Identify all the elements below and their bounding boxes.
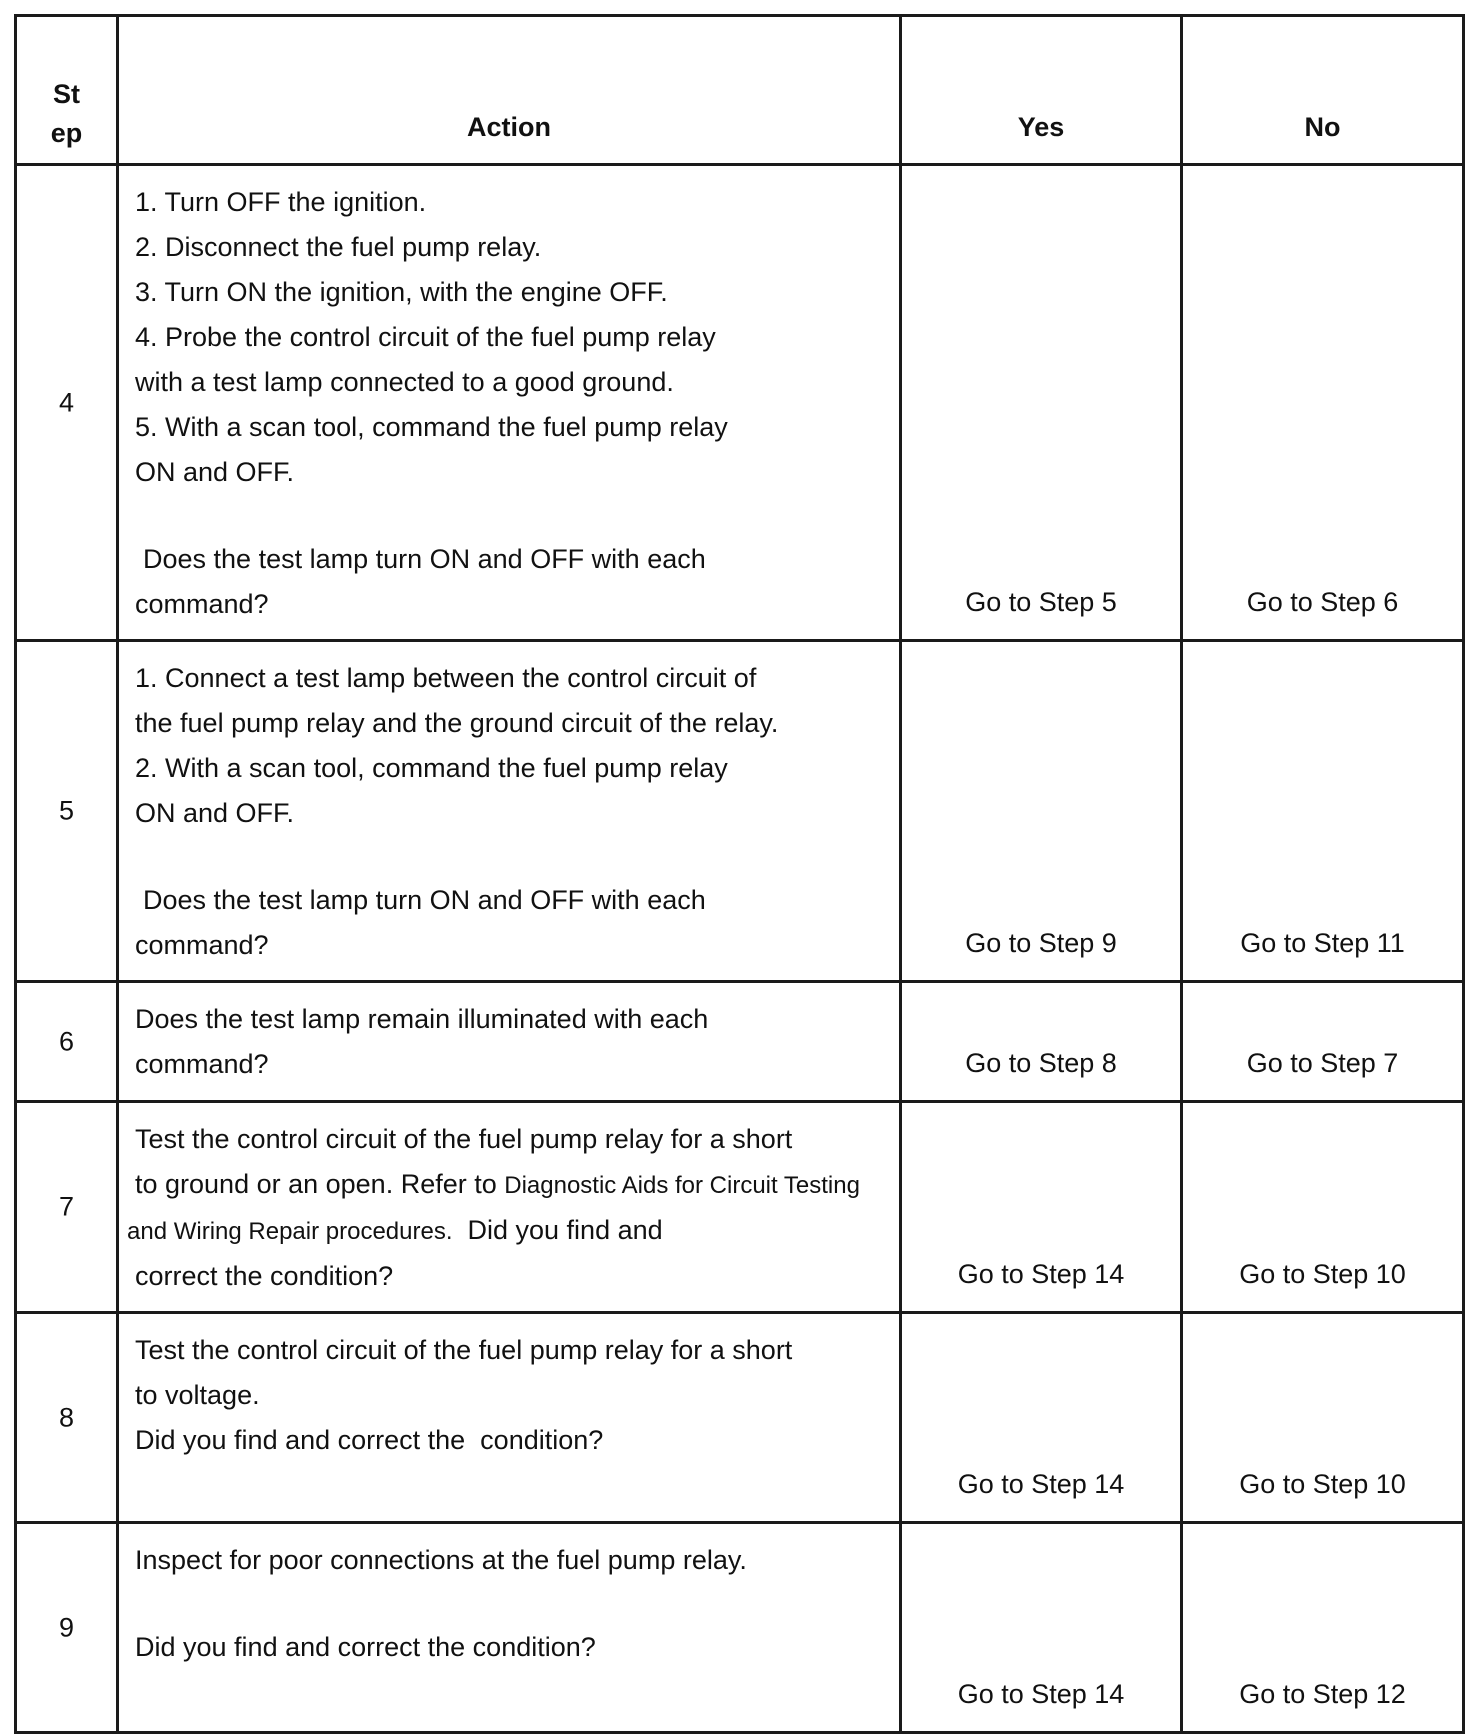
action-cell bbox=[118, 1313, 901, 1523]
yes-goto: Go to Step 9 bbox=[965, 928, 1117, 958]
table-row-step-7 bbox=[16, 1102, 1464, 1313]
step-cell bbox=[16, 1313, 118, 1523]
action-cell bbox=[118, 982, 901, 1102]
no-cell bbox=[1182, 165, 1464, 641]
reference-text: Diagnostic Aids for Circuit Testing bbox=[504, 1172, 860, 1199]
action-line: Inspect for poor connections at the fuel pump relay. bbox=[135, 1545, 747, 1575]
no-goto: Go to Step 10 bbox=[1239, 1469, 1406, 1499]
yes-goto: Go to Step 14 bbox=[957, 1469, 1125, 1499]
step-number: 7 bbox=[58, 1191, 75, 1222]
yes-cell bbox=[901, 982, 1182, 1102]
action-cell bbox=[118, 1523, 901, 1733]
header-action-label: Action bbox=[467, 112, 551, 142]
step-number: 6 bbox=[58, 1026, 75, 1056]
step-cell bbox=[16, 1102, 118, 1313]
header-yes-label: Yes bbox=[1017, 112, 1065, 142]
table-row-step-8 bbox=[16, 1313, 1464, 1523]
header-action bbox=[118, 16, 901, 165]
yes-cell bbox=[901, 641, 1182, 982]
action-line: correct the condition? bbox=[135, 1261, 394, 1291]
header-row bbox=[16, 16, 1464, 165]
no-cell bbox=[1182, 1313, 1464, 1523]
yes-goto: Go to Step 5 bbox=[965, 587, 1117, 617]
yes-cell bbox=[901, 1313, 1182, 1523]
action-line: Test the control circuit of the fuel pump relay for a short bbox=[135, 1335, 793, 1365]
step-cell bbox=[16, 165, 118, 641]
action-text: Did you find and bbox=[452, 1215, 663, 1245]
action-question: Did you find and correct the condition? bbox=[135, 1632, 596, 1662]
no-cell bbox=[1182, 982, 1464, 1102]
no-cell bbox=[1182, 1523, 1464, 1733]
action-question: Does the test lamp turn ON and OFF with each bbox=[143, 544, 706, 574]
action-line: ON and OFF. bbox=[135, 798, 295, 828]
no-cell bbox=[1182, 641, 1464, 982]
action-line: ON and OFF. bbox=[135, 457, 295, 487]
step-cell bbox=[16, 641, 118, 982]
action-line: Does the test lamp remain illuminated with each bbox=[135, 1004, 709, 1034]
action-text: to ground or an open. Refer to bbox=[135, 1169, 505, 1199]
no-cell bbox=[1182, 1102, 1464, 1313]
action-line: the fuel pump relay and the ground circuit of the relay. bbox=[135, 708, 779, 738]
header-no bbox=[1182, 16, 1464, 165]
no-goto: Go to Step 7 bbox=[1246, 1048, 1399, 1078]
action-line: command? bbox=[135, 1049, 269, 1079]
header-no-label: No bbox=[1304, 112, 1341, 142]
step-number: 5 bbox=[58, 795, 75, 826]
action-line: to voltage. bbox=[135, 1380, 260, 1410]
table-row-step-9 bbox=[16, 1523, 1464, 1733]
action-line: 1. Turn OFF the ignition. bbox=[135, 187, 427, 217]
step-number: 4 bbox=[58, 387, 75, 417]
header-yes bbox=[901, 16, 1182, 165]
action-line bbox=[127, 1208, 887, 1254]
yes-cell bbox=[901, 1102, 1182, 1313]
header-step bbox=[16, 16, 118, 165]
action-cell bbox=[118, 165, 901, 641]
step-number: 8 bbox=[58, 1402, 75, 1432]
table-row-step-6 bbox=[16, 982, 1464, 1102]
action-cell bbox=[118, 641, 901, 982]
action-line: 2. With a scan tool, command the fuel pump relay bbox=[135, 753, 728, 783]
header-step-line2: ep bbox=[50, 118, 83, 148]
diagnostic-table bbox=[14, 14, 1465, 1734]
action-line: with a test lamp connected to a good ground. bbox=[135, 367, 674, 397]
action-line: 4. Probe the control circuit of the fuel pump relay bbox=[135, 322, 716, 352]
action-question: command? bbox=[135, 589, 269, 619]
step-cell bbox=[16, 1523, 118, 1733]
action-line: 3. Turn ON the ignition, with the engine OFF. bbox=[135, 277, 668, 307]
yes-cell bbox=[901, 165, 1182, 641]
action-line: 5. With a scan tool, command the fuel pump relay bbox=[135, 412, 728, 442]
reference-text: and Wiring Repair procedures. bbox=[127, 1218, 453, 1245]
step-cell bbox=[16, 982, 118, 1102]
yes-goto: Go to Step 14 bbox=[957, 1679, 1125, 1709]
table-row-step-5 bbox=[16, 641, 1464, 982]
action-question: command? bbox=[135, 930, 269, 960]
action-line: 1. Connect a test lamp between the control circuit of bbox=[135, 663, 757, 693]
yes-cell bbox=[901, 1523, 1182, 1733]
action-line: 2. Disconnect the fuel pump relay. bbox=[135, 232, 542, 262]
action-question: Does the test lamp turn ON and OFF with each bbox=[143, 885, 706, 915]
no-goto: Go to Step 6 bbox=[1246, 587, 1399, 617]
yes-goto: Go to Step 14 bbox=[957, 1259, 1125, 1289]
action-cell bbox=[118, 1102, 901, 1313]
no-goto: Go to Step 12 bbox=[1239, 1679, 1406, 1709]
no-goto: Go to Step 11 bbox=[1240, 928, 1405, 958]
action-line: Test the control circuit of the fuel pump relay for a short bbox=[135, 1124, 793, 1154]
yes-goto: Go to Step 8 bbox=[965, 1048, 1117, 1078]
table-row-step-4 bbox=[16, 165, 1464, 641]
header-step-line1: St bbox=[53, 79, 80, 109]
step-number: 9 bbox=[58, 1612, 75, 1642]
action-question: Did you find and correct the condition? bbox=[135, 1425, 604, 1455]
action-line bbox=[135, 1162, 887, 1208]
no-goto: Go to Step 10 bbox=[1239, 1259, 1406, 1289]
